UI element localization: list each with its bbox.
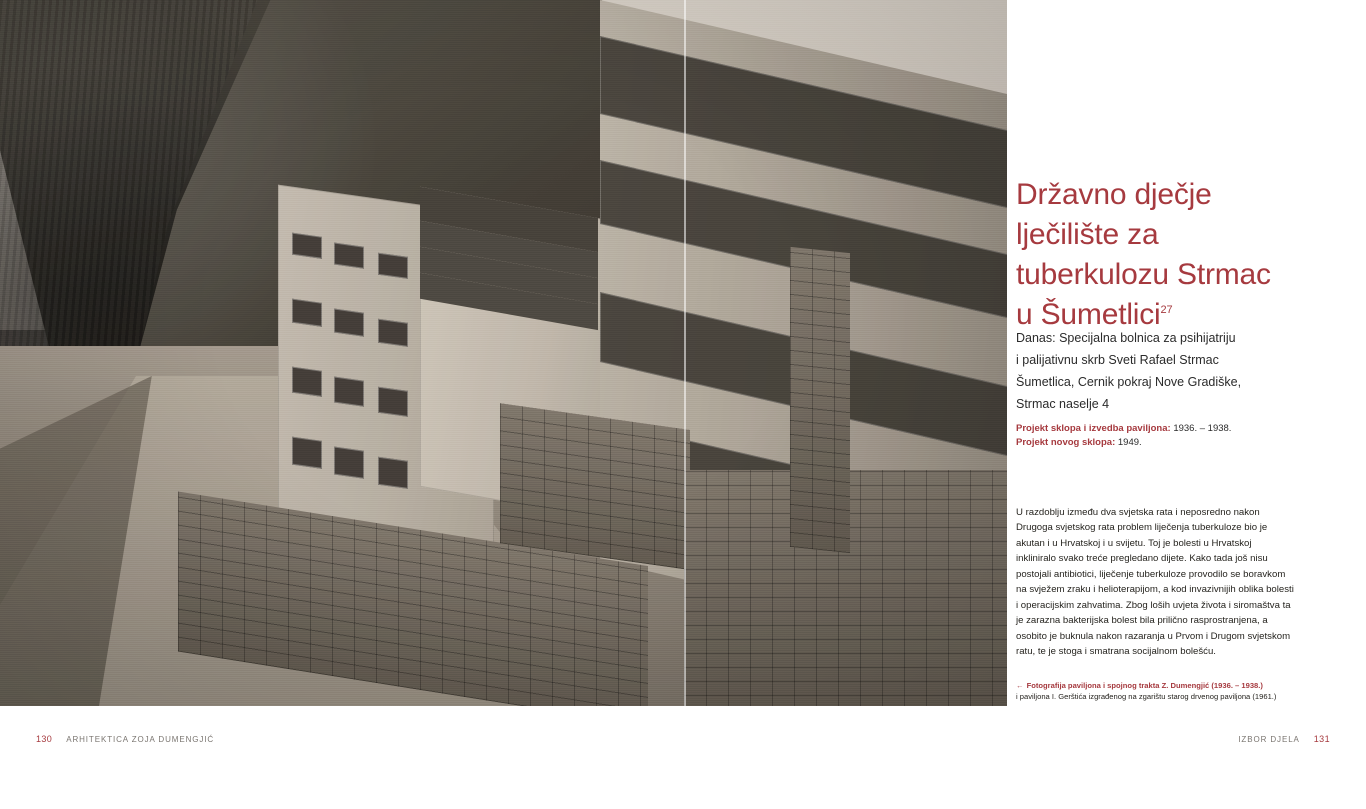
photo-stone-wall-terrace [500,403,690,570]
fact-label: Projekt novog sklopa: [1016,437,1116,449]
subtitle [1016,328,1296,416]
caption-line-1: Fotografija paviljona i spojnog trakta Z. Dumengjić (1936. – 1938.) [1026,681,1263,690]
body-paragraph: U razdoblju između dva svjetska rata i neposredno nakon Drugoga svjetskog rata problem liječenja tuberkuloze bio je akutan i u Hrvatskoj i u svijetu. Toj je bolesti u Hrvatskoj inkliniralo svako treće pregledano dijete. Kako tada još nisu postojali antibiotici, liječenje tuberkuloze provodilo se boravkom na svježem zraku i helioterapijom, a kod invazivnijih oblika bolesti i operacijskim zahvatima. Zbog loših uvjeta života i siromaštva ta je zarazna bakterijska bolest bila prilično rasprostranjena, a osobito je buknula nakon razaranja u Prvom i Drugom svjetskom ratu, te je stoga i smatrana socijalnom bolešću. [1016,506,1294,658]
fact-row [1016,436,1301,450]
running-head-right: IZBOR DJELA [1238,735,1300,744]
arrow-left-icon: ← [1016,681,1024,690]
spread-gutter [684,0,686,809]
fact-row [1016,422,1301,436]
title-line-4: u Šumetlici [1016,297,1161,331]
fact-value: 1949. [1117,437,1142,449]
title-line-3: tuberkulozu Strmac [1016,257,1271,291]
text-column [1016,0,1316,809]
title-footnote-marker: 27 [1160,303,1173,316]
title-line-1: Državno dječje [1016,178,1212,212]
footer-right [1238,734,1330,744]
subtitle-line-1: Danas: Specijalna bolnica za psihijatriju [1016,331,1236,345]
caption-line-2: i paviljona I. Gerštića izgrađenog na zgarištu starog drvenog paviljona (1961.) [1016,692,1277,701]
subtitle-line-3: Šumetlica, Cernik pokraj Nove Gradiške, [1016,374,1242,389]
page-number-right: 131 [1313,734,1330,744]
photo-stone-pillar [790,247,850,553]
footer-left [36,734,214,744]
fact-value: 1936. – 1938. [1173,423,1232,434]
title-line-2: lječilište za [1016,217,1159,251]
subtitle-line-4: Strmac naselje 4 [1016,396,1110,411]
page-title [1016,175,1306,335]
page-number-left: 130 [36,734,53,744]
running-head-left: ARHITEKTICA ZOJA DUMENGJIĆ [66,735,215,744]
subtitle-line-2: i palijativnu skrb Sveti Rafael Strmac [1016,352,1219,367]
fact-label: Projekt sklopa i izvedba paviljona: [1016,423,1171,434]
figure-caption [1016,680,1306,702]
project-facts [1016,422,1301,451]
